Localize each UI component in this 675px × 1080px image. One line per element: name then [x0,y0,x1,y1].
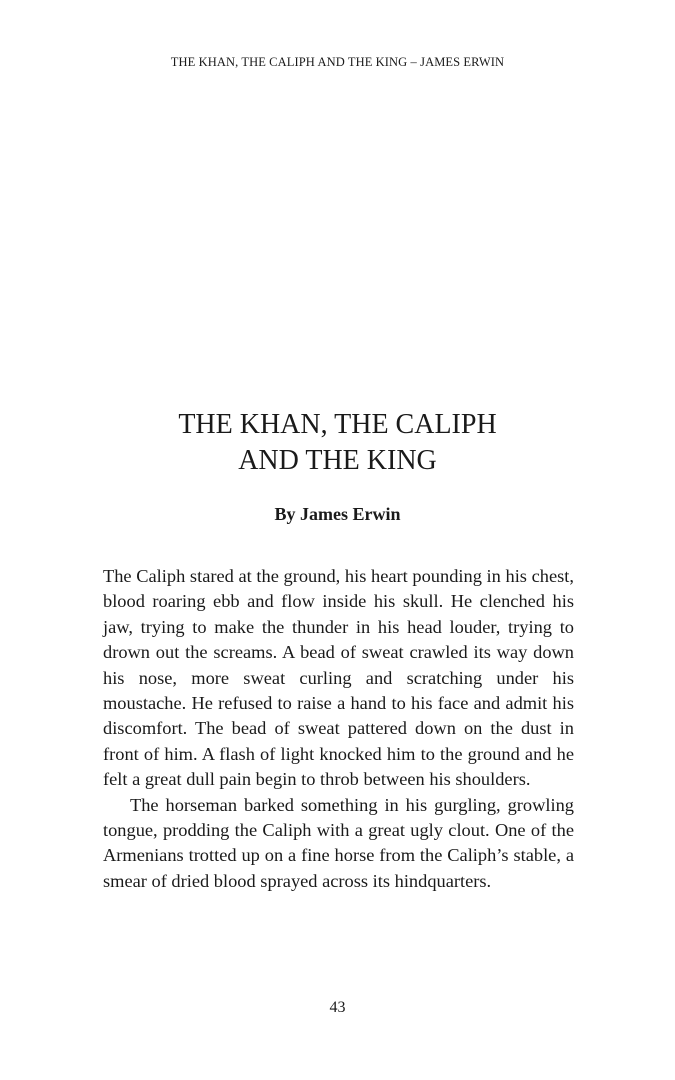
story-title [0,407,675,479]
story-title-line-2: AND THE KING [238,445,437,476]
author-byline: By James Erwin [274,504,401,524]
story-title-line-1: THE KHAN, THE CALIPH [178,409,497,440]
body-paragraph: The Caliph stared at the ground, his heart pounding in his chest, blood roaring ebb and flow inside his skull. He clenched his jaw, trying to make the thunder in his head louder, trying to drown out the screams. A bead of sweat crawled its way down his nose, more sweat curling and scratching under his moustache. He refused to raise a hand to his face and admit his discomfort. The bead of sweat pattered down on the dust in front of him. A flash of light knocked him to the ground and he felt a great dull pain begin to throb between his shoulders. [103,566,574,790]
running-header: THE KHAN, THE CALIPH AND THE KING – JAMES ERWIN [170,55,505,69]
body-paragraph: The horseman barked something in his gurgling, growling tongue, prodding the Caliph with a great ugly clout. One of the Armenians trotted up on a fine horse from the Caliph’s stable, a smear of dried blood sprayed across its hindquarters. [103,794,574,891]
story-body [103,564,574,894]
page-number: 43 [329,999,346,1016]
